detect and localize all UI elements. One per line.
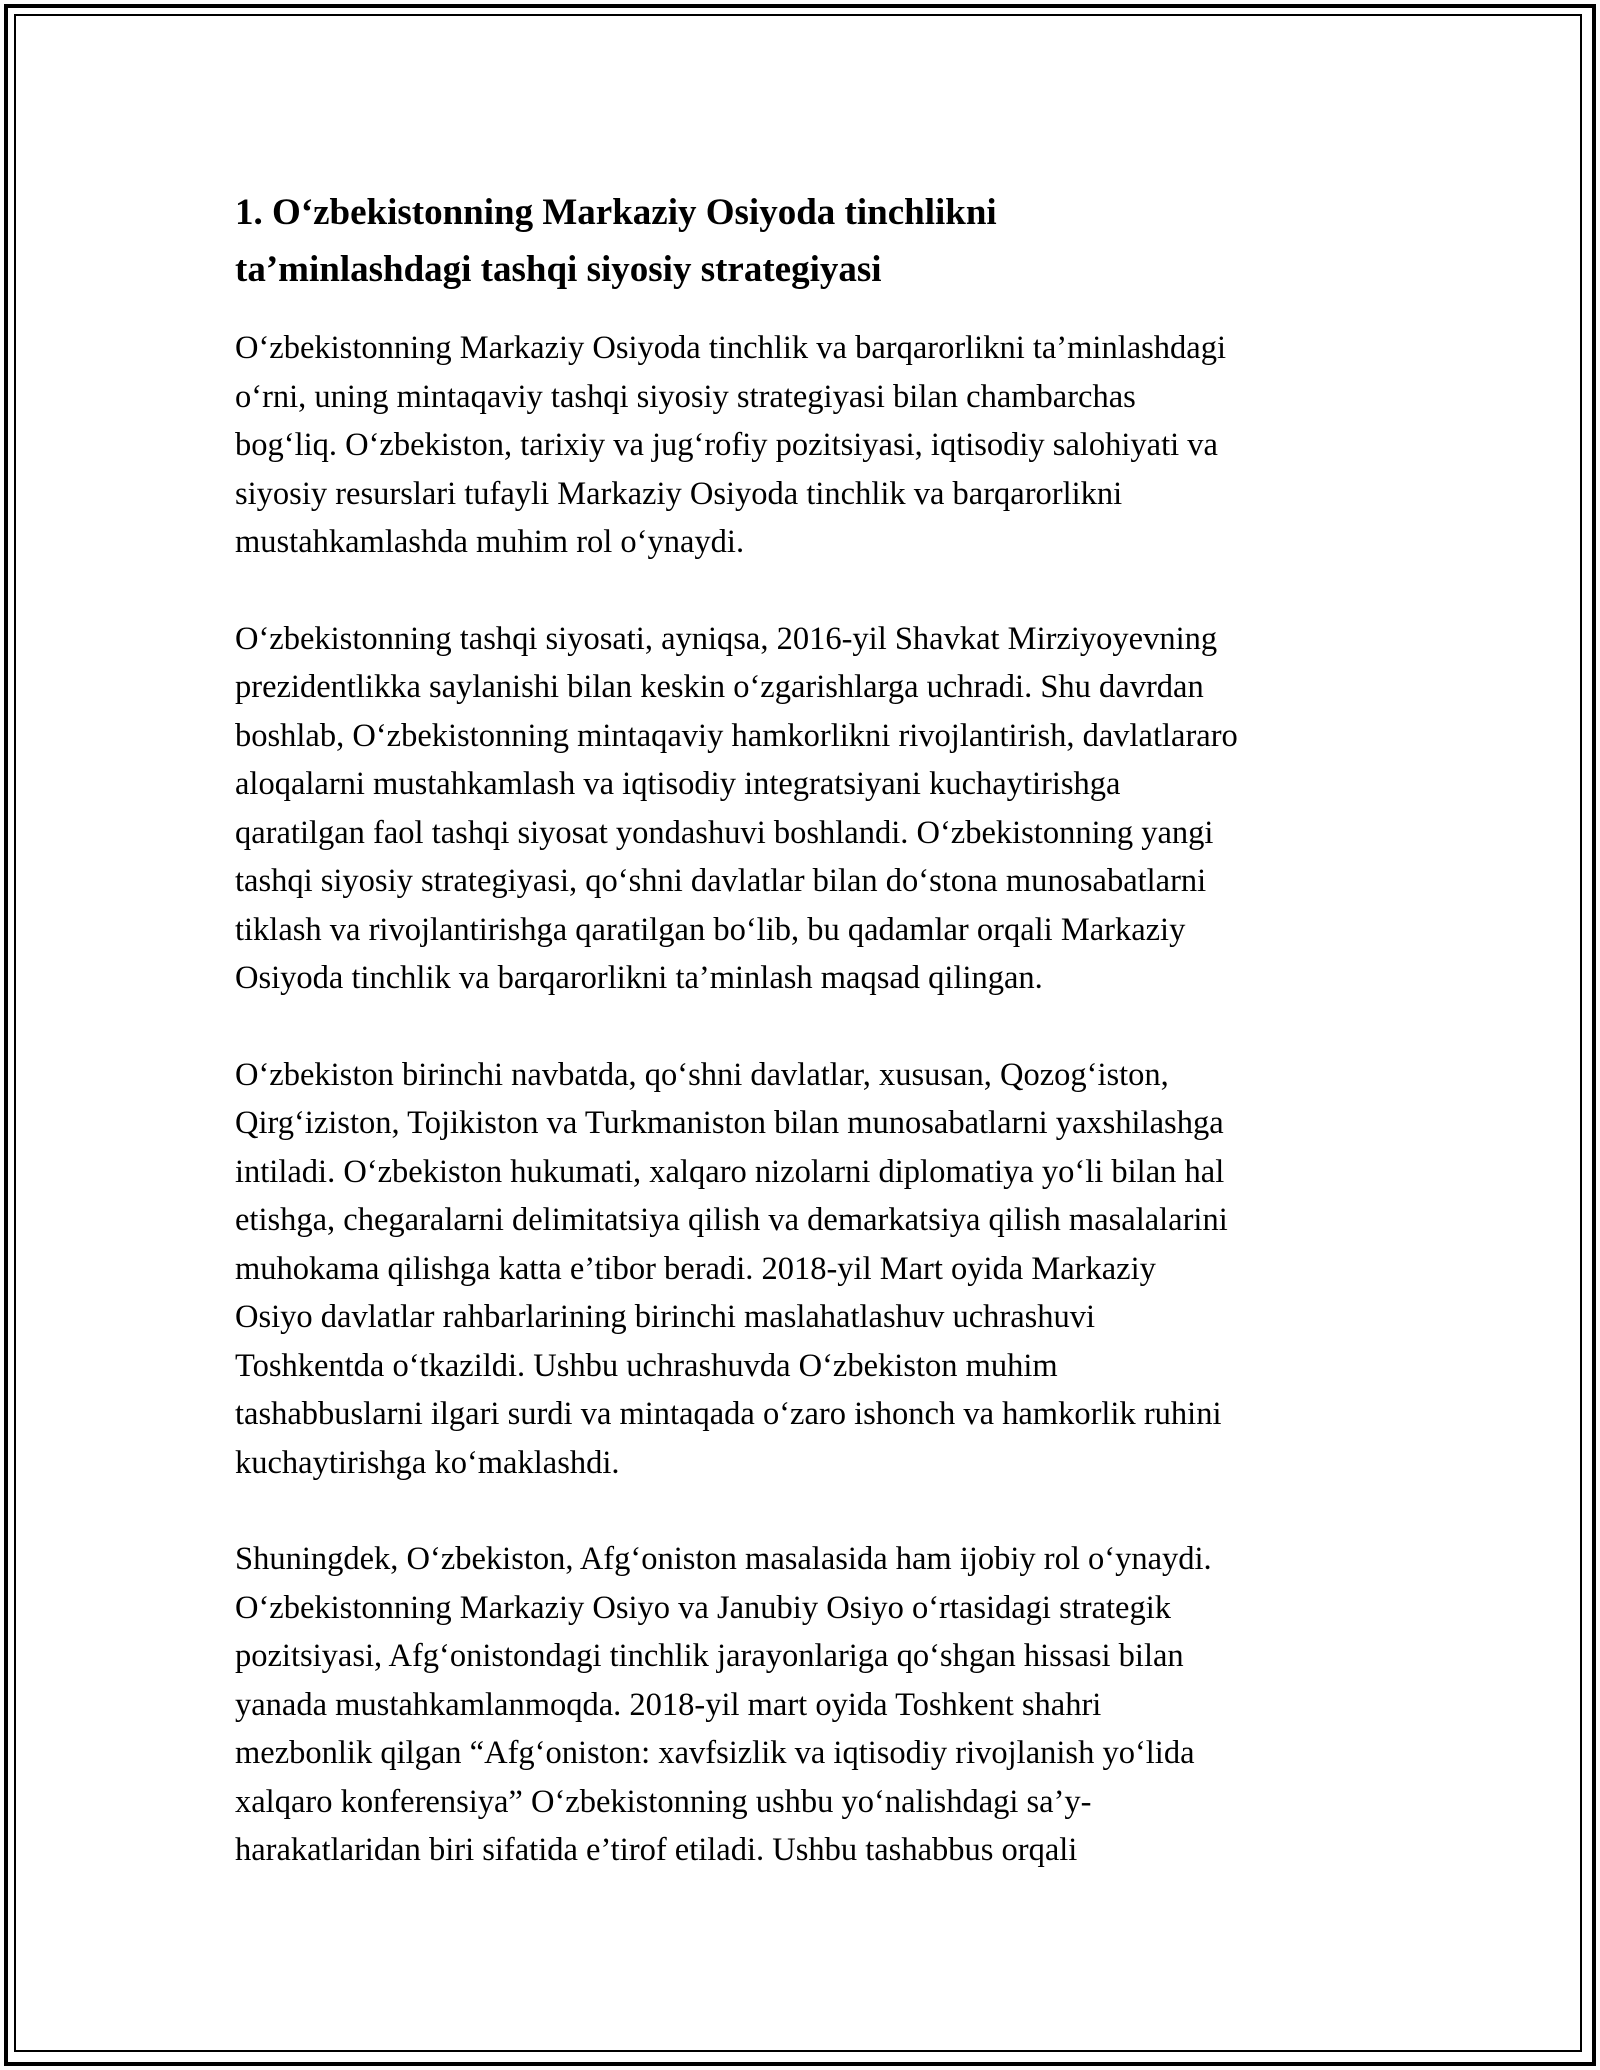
text-line: etishga, chegaralarni delimitatsiya qilish va demarkatsiya qilish masalalarini [235,1202,1228,1238]
text-line: Toshkentda o‘tkazildi. Ushbu uchrashuvda O‘zbekiston muhim [235,1347,1058,1384]
text-line: tashabbuslarni ilgari surdi va mintaqada o‘zaro ishonch va hamkorlik ruhini [235,1396,1222,1432]
text-line: O‘zbekiston birinchi navbatda, qo‘shni davlatlar, xususan, Qozog‘iston, [235,1056,1169,1093]
text-line: muhokama qilishga katta e’tibor beradi. 2018-yil Mart oyida Markaziy [235,1250,1156,1287]
text-line: yanada mustahkamlanmoqda. 2018-yil mart oyida Toshkent shahri [235,1686,1102,1723]
paragraph-3 [235,1051,1385,1488]
text-line: prezidentlikka saylanishi bilan keskin o‘zgarishlarga uchradi. Shu davrdan [235,669,1204,705]
document-body [235,184,1385,1923]
text-line: Osiyo davlatlar rahbarlarining birinchi maslahatlashuv uchrashuvi [235,1299,1096,1335]
text-line: mezbonlik qilgan “Afg‘oniston: xavfsizlik va iqtisodiy rivojlanish yo‘lida [235,1735,1195,1771]
text-line: O‘zbekistonning Markaziy Osiyoda tinchlik va barqarorlikni ta’minlashdagi [235,330,1226,366]
text-line: siyosiy resurslari tufayli Markaziy Osiyoda tinchlik va barqarorlikni [235,475,1123,512]
text-line: pozitsiyasi, Afg‘onistondagi tinchlik jarayonlariga qo‘shgan hissasi bilan [235,1638,1184,1674]
text-line: aloqalarni mustahkamlash va iqtisodiy integratsiyani kuchaytirishga [235,766,1121,802]
text-line: Qirg‘iziston, Tojikiston va Turkmaniston bilan munosabatlarni yaxshilashga [235,1105,1224,1141]
text-line: qaratilgan faol tashqi siyosat yondashuvi boshlandi. O‘zbekistonning yangi [235,814,1214,851]
paragraph-2 [235,615,1385,1003]
text-line: Osiyoda tinchlik va barqarorlikni ta’minlash maqsad qilingan. [235,960,1043,996]
text-line: O‘zbekistonning Markaziy Osiyo va Janubiy Osiyo o‘rtasidagi strategik [235,1589,1171,1626]
paragraph-4 [235,1535,1385,1875]
text-line: boshlab, O‘zbekistonning mintaqaviy hamkorlikni rivojlantirish, davlatlararo [235,717,1238,754]
text-line: tiklash va rivojlantirishga qaratilgan bo‘lib, bu qadamlar orqali Markaziy [235,911,1186,948]
text-line: intiladi. O‘zbekiston hukumati, xalqaro nizolarni diplomatiya yo‘li bilan hal [235,1153,1225,1190]
text-line: kuchaytirishga ko‘maklashdi. [235,1444,620,1481]
text-line: tashqi siyosiy strategiyasi, qo‘shni davlatlar bilan do‘stona munosabatlarni [235,863,1207,899]
heading-line: 1. O‘zbekistonning Markaziy Osiyoda tinchlikni [235,192,997,233]
section-heading [235,184,1385,298]
text-line: mustahkamlashda muhim rol o‘ynaydi. [235,524,745,560]
text-line: bog‘liq. O‘zbekiston, tarixiy va jug‘rofiy pozitsiyasi, iqtisodiy salohiyati va [235,427,1218,463]
paragraph-1 [235,324,1385,567]
text-line: xalqaro konferensiya” O‘zbekistonning ushbu yo‘nalishdagi sa’y- [235,1783,1092,1820]
text-line: O‘zbekistonning tashqi siyosati, ayniqsa, 2016-yil Shavkat Mirziyoyevning [235,620,1218,657]
text-line: o‘rni, uning mintaqaviy tashqi siyosiy strategiyasi bilan chambarchas [235,378,1136,415]
heading-line: ta’minlashdagi tashqi siyosiy strategiyasi [235,249,882,290]
text-line: harakatlaridan biri sifatida e’tirof etiladi. Ushbu tashabbus orqali [235,1832,1078,1868]
text-line: Shuningdek, O‘zbekiston, Afg‘oniston masalasida ham ijobiy rol o‘ynaydi. [235,1541,1212,1577]
